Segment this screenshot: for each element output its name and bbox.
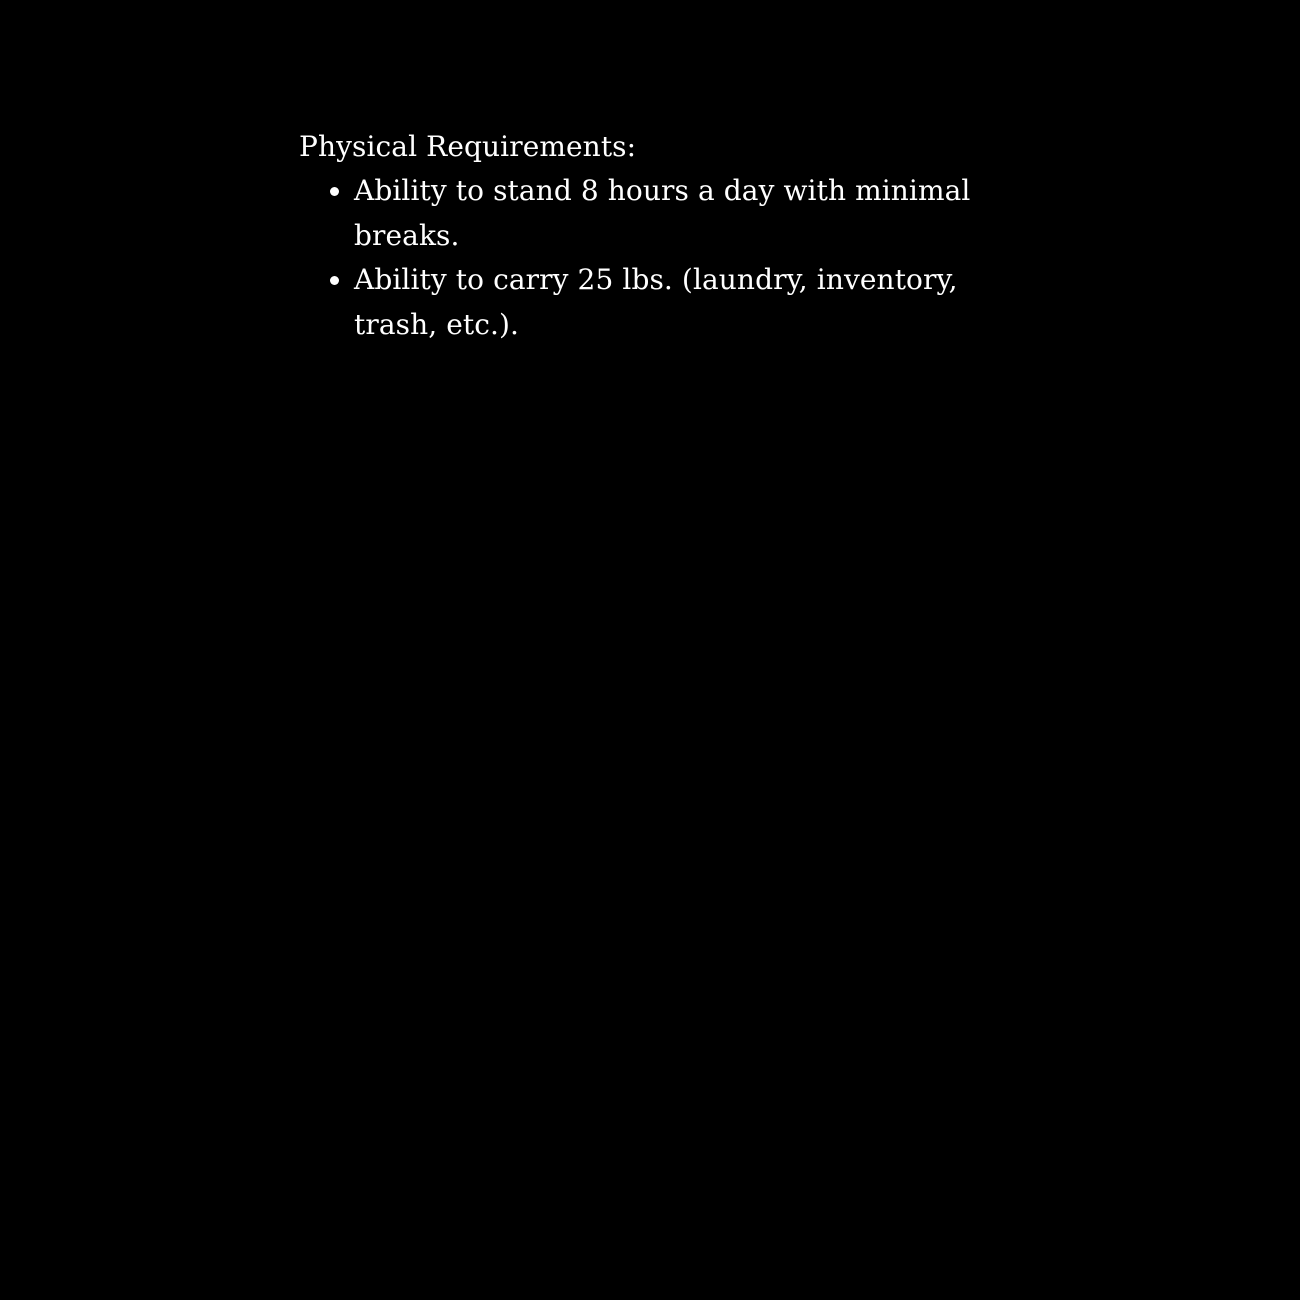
list-item-text: Ability to stand 8 hours a day with minimal breaks. <box>354 174 971 252</box>
list-item <box>299 258 974 347</box>
section-heading: Physical Requirements: <box>299 130 637 163</box>
list-item-text: Ability to carry 25 lbs. (laundry, inventory, trash, etc.). <box>354 263 958 341</box>
requirements-list <box>299 169 999 347</box>
bullet-icon <box>330 187 339 196</box>
bullet-icon <box>330 276 339 285</box>
list-item <box>299 169 974 258</box>
requirements-section <box>299 125 999 347</box>
